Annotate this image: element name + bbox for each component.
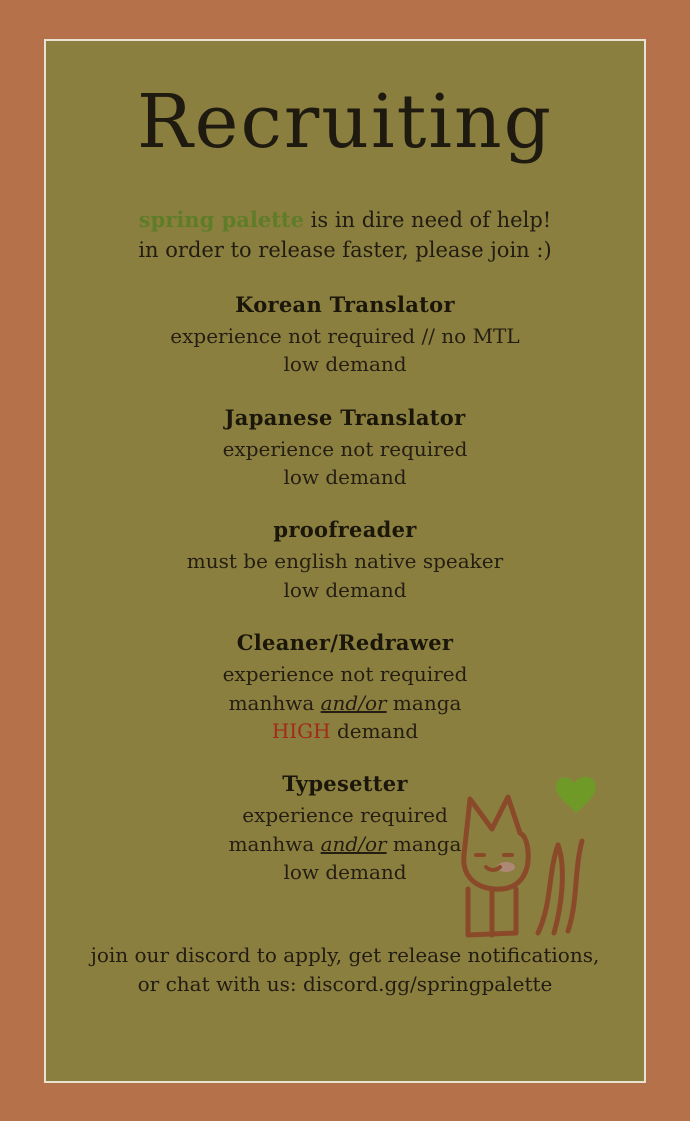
role-title: Typesetter — [282, 771, 408, 797]
intro-line-2: in order to release faster, please join :) — [138, 238, 552, 263]
formats-emphasis: and/or — [320, 690, 387, 715]
role-detail: experience not required // no MTL — [170, 323, 520, 348]
cat-illustration — [446, 763, 616, 953]
role-formats — [46, 689, 644, 717]
page-title: Recruiting — [136, 79, 554, 165]
role-demand: low demand — [283, 465, 407, 490]
role-demand: low demand — [283, 860, 407, 885]
footer-line-2: or chat with us: discord.gg/springpalette — [137, 972, 553, 996]
intro-line-1-rest: is in dire need of help! — [304, 208, 552, 232]
role-demand: low demand — [283, 577, 407, 602]
role-proofreader — [46, 517, 644, 604]
heart-icon — [556, 777, 596, 813]
formats-suffix: manga — [386, 690, 462, 715]
recruiting-poster — [44, 39, 646, 1083]
role-detail: must be english native speaker — [186, 549, 504, 574]
role-demand — [46, 717, 644, 745]
role-korean-translator — [46, 292, 644, 379]
footer-line-1: join our discord to apply, get release notifications, — [90, 943, 600, 967]
role-detail: experience required — [242, 803, 448, 828]
role-detail: experience not required — [222, 662, 468, 687]
role-title: Japanese Translator — [224, 404, 466, 430]
intro-line-1 — [46, 205, 644, 235]
role-title: Cleaner/Redrawer — [236, 630, 454, 656]
brand-name: spring palette — [138, 207, 304, 232]
demand-level: HIGH — [271, 719, 331, 743]
formats-emphasis: and/or — [320, 831, 387, 856]
formats-suffix: manga — [386, 831, 462, 856]
role-detail: experience not required — [222, 436, 468, 461]
formats-prefix: manhwa — [228, 690, 321, 715]
role-cleaner-redrawer — [46, 630, 644, 745]
footer-text — [46, 941, 644, 999]
demand-rest: demand — [330, 719, 419, 743]
role-title: proofreader — [273, 517, 417, 543]
role-japanese-translator — [46, 405, 644, 492]
role-title: Korean Translator — [235, 291, 455, 317]
intro-text — [46, 205, 644, 266]
role-demand: low demand — [283, 352, 407, 377]
formats-prefix: manhwa — [228, 831, 321, 856]
